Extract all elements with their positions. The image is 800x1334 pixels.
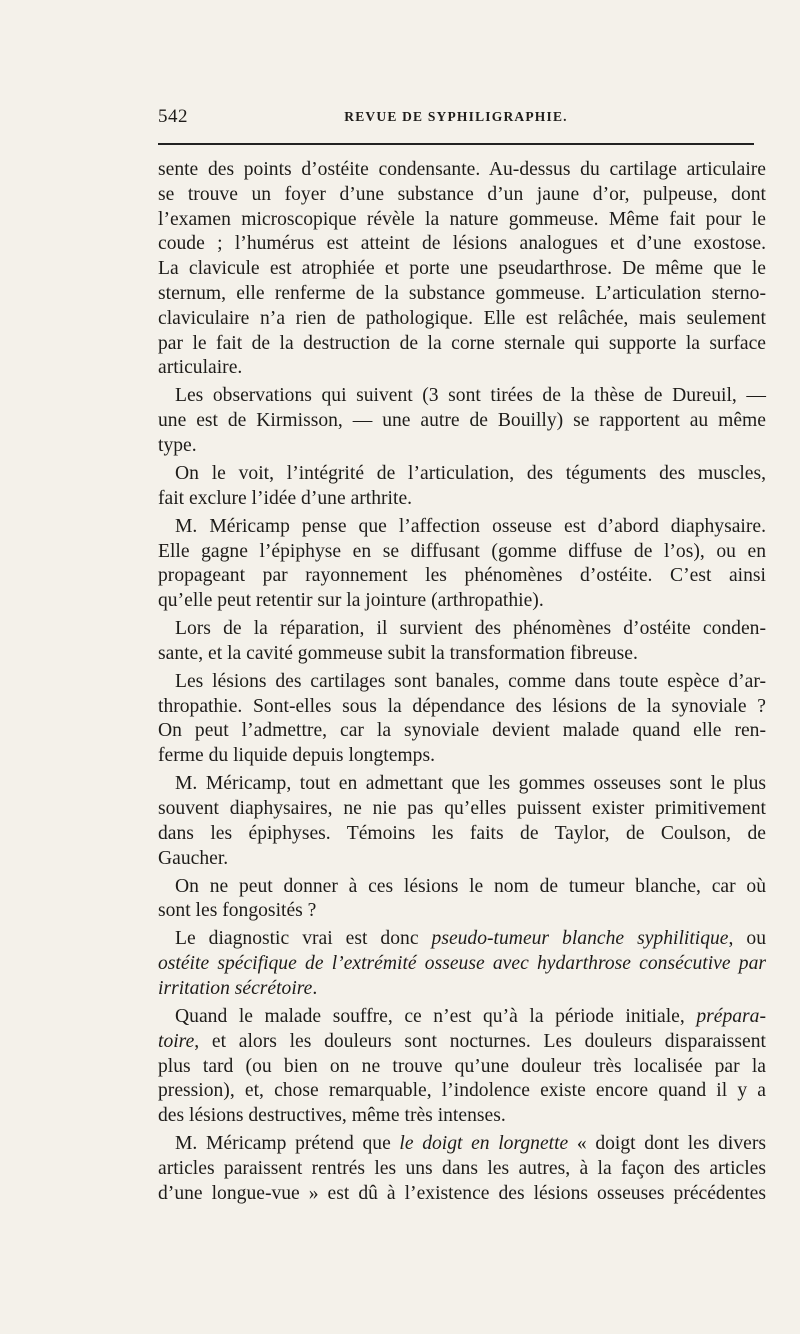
text-line: type. [158,434,197,456]
text-line: sternum, elle renferme de la substance gommeuse. L’articulation sterno- [158,282,766,304]
text-line: se trouve un foyer d’une substance d’un jaune d’or, pulpeuse, dont [158,183,766,205]
paragraph [158,875,766,925]
italic-text: le doigt en lorgnette [399,1133,569,1155]
text-line: articulaire. [158,357,243,379]
text-line: dans les épiphyses. Témoins les faits de Taylor, de Coulson, de [158,822,766,844]
text-line: M. Méricamp pense que l’affection osseuse est d’abord diaphysaire. [175,515,766,537]
text-line: claviculaire n’a rien de pathologique. Elle est relâchée, mais seulement [158,307,766,329]
text-line: Le diagnostic vrai est donc pseudo-tumeur blanche syphilitique, ou [175,928,767,950]
page-header [158,106,754,130]
paragraph [158,158,766,381]
text-line: La clavicule est atrophiée et porte une pseudarthrose. De même que le [158,258,766,280]
header-rule [158,143,754,145]
text-line: d’une longue-vue » est dû à l’existence des lésions osseuses précédentes [158,1182,766,1204]
text-line: Gaucher. [158,847,229,869]
text-line: l’examen microscopique révèle la nature gommeuse. Même fait pour le [158,208,766,230]
italic-text: prépara- [696,1005,766,1027]
text-line: une est de Kirmisson, — une autre de Bouilly) se rapportent au même [158,410,766,432]
text-line: thropathie. Sont-elles sous la dépendance des lésions de la synoviale ? [158,695,766,717]
text-line: Les observations qui suivent (3 sont tirées de la thèse de Dureuil, — [175,385,766,407]
text-line: Quand le malade souffre, ce n’est qu’à la période initiale, prépara- [175,1005,766,1027]
text-line: ferme du liquide depuis longtemps. [158,745,435,767]
text-line: qu’elle peut retentir sur la jointure (arthropathie). [158,590,544,612]
italic-text: irritation sécrétoire [158,978,313,999]
text-line: fait exclure l’idée d’une arthrite. [158,487,413,509]
text-line: On peut l’admettre, car la synoviale devient malade quand elle ren- [158,720,766,742]
paragraph [158,384,766,458]
running-title: REVUE DE SYPHILIGRAPHIE. [344,109,568,124]
text-line: irritation sécrétoire. [158,978,318,999]
text-line: souvent diaphysaires, ne nie pas qu’elles puissent exister primitivement [158,798,766,820]
text-line: toire, et alors les douleurs sont nocturnes. Les douleurs disparaissent [158,1030,766,1052]
paragraph [158,772,766,871]
text-line: articles paraissent rentrés les uns dans les autres, à la façon des articles [158,1157,766,1179]
paragraph [158,1132,766,1206]
italic-text: toire [158,1030,195,1052]
text-line: On ne peut donner à ces lésions le nom de tumeur blanche, car où [175,875,766,897]
text-line: M. Méricamp, tout en admettant que les gommes osseuses sont le plus [175,773,766,795]
text-line: pression), et, chose remarquable, l’indolence existe encore quand il y a [158,1080,766,1102]
paragraph [158,515,766,614]
text-line: Lors de la réparation, il survient des phénomènes d’ostéite conden- [175,618,766,640]
paragraph [158,927,766,1001]
text-line: Les lésions des cartilages sont banales, comme dans toute espèce d’ar- [175,670,766,692]
italic-text-line: ostéite spécifique de l’extrémité osseuse avec hydarthrose consécutive par [158,953,766,975]
paragraph [158,670,766,769]
body-text [158,158,766,1207]
text-line: M. Méricamp prétend que le doigt en lorgnette « doigt dont les divers [175,1133,766,1155]
text-line: propageant par rayonnement les phénomènes d’ostéite. C’est ainsi [158,565,766,587]
text-line: coude ; l’humérus est atteint de lésions analogues et d’une exostose. [158,233,766,255]
text-line: On le voit, l’intégrité de l’articulation, des téguments des muscles, [175,462,766,484]
page-number: 542 [158,106,188,127]
text-line: sente des points d’ostéite condensante. Au-dessus du cartilage articulaire [158,159,766,180]
italic-text: pseudo-tumeur blanche syphilitique [431,928,729,950]
text-line: par le fait de la destruction de la corne sternale qui supporte la surface [158,332,766,354]
text-line: des lésions destructives, même très intenses. [158,1105,506,1127]
text-line: sante, et la cavité gommeuse subit la transformation fibreuse. [158,642,638,664]
paragraph [158,462,766,512]
paragraph [158,1005,766,1129]
text-line: plus tard (ou bien on ne trouve qu’une douleur très localisée par la [158,1055,766,1077]
paragraph [158,617,766,667]
text-line: sont les fongosités ? [158,900,317,922]
text-line: Elle gagne l’épiphyse en se diffusant (gomme diffuse de l’os), ou en [158,540,766,562]
